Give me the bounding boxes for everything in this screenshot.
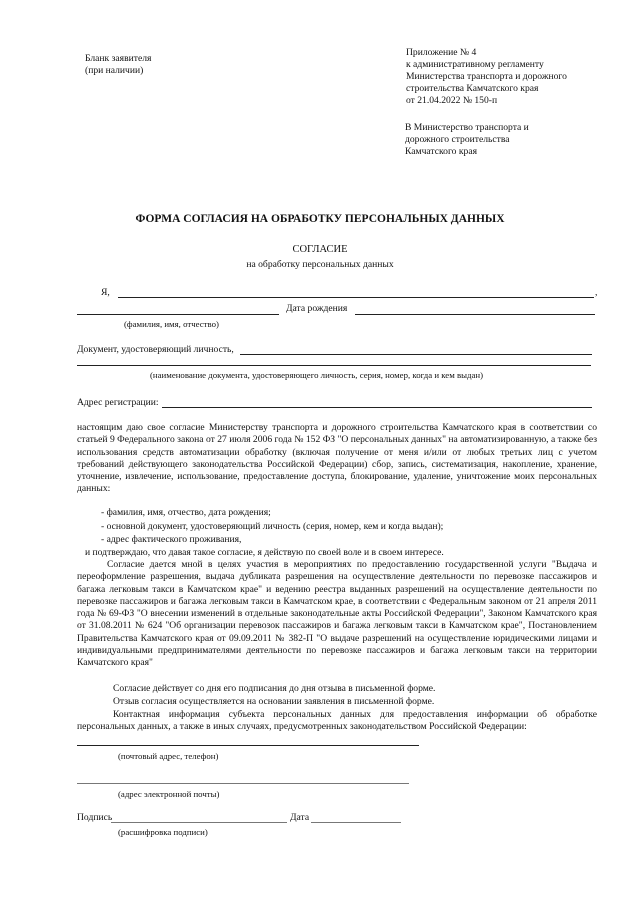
postal-hint: (почтовый адрес, телефон) [118, 751, 219, 761]
applicant-form-line: Бланк заявителя [85, 53, 152, 64]
applicant-form-block [85, 53, 151, 77]
birth-date-label: Дата рождения [286, 303, 348, 314]
address-input-line-2[interactable] [437, 407, 592, 408]
appendix-line: к административному регламенту [406, 59, 544, 70]
confirmation-paragraph: и подтверждаю, что давая такое согласие, я действую по своей воле и в своем интересе. [85, 547, 444, 558]
addressee-line: В Министерство транспорта и [405, 122, 529, 133]
document-input-line[interactable] [240, 354, 437, 355]
date-input-line[interactable] [311, 822, 401, 823]
addressee-line: Камчатского края [405, 146, 477, 157]
signature-label: Подпись [77, 812, 113, 823]
consent-title: СОГЛАСИЕ [292, 244, 348, 255]
addressee-block [405, 122, 605, 158]
appendix-line: строительства Камчатского края [406, 83, 539, 94]
document-label: Документ, удостоверяющий личность, [77, 344, 234, 355]
appendix-line: от 21.04.2022 № 150-п [406, 95, 498, 106]
applicant-form-hint: (при наличии) [85, 65, 144, 76]
purpose-paragraph: Согласие дается мной в целях участия в мероприятиях по предоставлению государственной услуги "Выдача и переоформление разрешения, выдача дубликата разрешения на осуществление деятельности по перевозке пассажиров и багажа легковым такси в Камчатском крае" и ведению реестра выданных разрешений на осуществление деятельности по перевозке пассажиров и багажа легковым такси в Камчатском крае, в соответствии с Федеральным законом от 21 апреля 2011 года № 69-ФЗ "О внесении изменений в отдельные законодательные акты Российской Федерации", Законом Камчатского края от 31.08.2011 № 624 "Об организации перевозок пассажиров и багажа легковым такси в Камчатском крае", Постановлением Правительства Камчатского края от 09.09.2011 № 382-П "О выдаче разрешений на осуществление юридическими лицами и индивидуальными предпринимателями деятельности по перевозке пассажиров и багажа легковым такси на территории Камчатского края" [77, 559, 597, 669]
list-item: - основной документ, удостоверяющий личность (серия, номер, кем и когда выдан); [101, 521, 444, 532]
document-continuation-line[interactable] [77, 365, 591, 366]
contact-paragraph: Контактная информация субъекта персональных данных для предоставления информации об обработке персональных данных, а также в иных случаях, предусмотренных законодательством Российской Федерации: [77, 709, 597, 733]
document-input-line-2[interactable] [437, 354, 592, 355]
list-item: - адрес фактического проживания, [101, 534, 242, 545]
fio-continuation-line[interactable] [77, 314, 279, 315]
email-hint: (адрес электронной почты) [118, 789, 220, 799]
document-hint: (наименование документа, удостоверяющего личность, серия, номер, когда и кем выдан) [150, 370, 484, 380]
date-label: Дата [290, 812, 310, 823]
email-input-line[interactable] [77, 783, 409, 784]
address-label: Адрес регистрации: [77, 397, 159, 408]
signature-input-line[interactable] [111, 822, 287, 823]
i-label: Я, [101, 287, 110, 298]
appendix-line: Приложение № 4 [406, 47, 477, 58]
form-title: ФОРМА СОГЛАСИЯ НА ОБРАБОТКУ ПЕРСОНАЛЬНЫХ ДАННЫХ [135, 213, 505, 225]
consent-subtitle: на обработку персональных данных [246, 259, 394, 270]
signature-hint: (расшифровка подписи) [118, 827, 208, 837]
validity-paragraph: Согласие действует со дня его подписания до дня отзыва в письменной форме. [113, 683, 436, 694]
document-page: Бланк заявителя (при наличии) Приложение № 4 к административному регламенту Министерства транспорта и дорожного строительства Камчатского края от 21.04.2022 № 150-п В Министерство транспорта и дорожного строительства Камчатского края ФОРМА СОГЛАСИЯ НА ОБРАБОТКУ ПЕРСОНАЛЬНЫХ ДАННЫХ СОГЛАСИЕ на обработку персональных данных Я, , Дата рождения (фамилия, имя, отчество) Документ, удостоверяющий личность, (наименование документа, удостоверяющего личность, серия, номер, когда и кем выдан) Адрес регистрации: настоящим даю свое согласие Министерству транспорта и дорожного строительства Камчатского края в соответствии со статьей 9 Федерального закона от 27 июля 2006 года № 152 ФЗ "О персональных данных" на автоматизированную, а также без использования средств автоматизации обработку (включая получение от меня и/или от любых третьих лиц с учетом требований действующего законодательства Российской Федерации) сбор, запись, систематизация, накопление, хранение, уточнение, извлечение, использование, предоставление доступа, блокирование, удаление, уничтожение моих персональных данных: - фамилия, имя, отчество, дата рождения; - основной документ, удостоверяющий личность (серия, номер, кем и когда выдан); - адрес фактического проживания, и подтверждаю, что давая такое согласие, я действую по своей воле и в своем интересе. Согласие дается мной в целях участия в мероприятиях по предоставлению государственной услуги "Выдача и переоформление разрешения, выдача дубликата разрешения на осуществление деятельности по перевозке пассажиров и багажа легковым такси в Камчатском крае" и ведению реестра выданных разрешений на осуществление деятельности по перевозке пассажиров и багажа легковым такси в Камчатском крае, в соответствии с Федеральным законом от 21 апреля 2011 года № 69-ФЗ "О внесении изменений в отдельные законодательные акты Российской Федерации", Законом Камчатского края от 31.08.2011 № 624 "Об организации перевозок пассажиров и багажа легковым такси в Камчатском крае", Постановлением Правительства Камчатского края от 09.09.2011 № 382-П "О выдаче разрешений на осуществление юридическими лицами и индивидуальными предпринимателями деятельности по перевозке пассажиров и багажа легковым такси на территории Камчатского края" Согласие действует со дня его подписания до дня отзыва в письменной форме. Отзыв согласия осуществляется на основании заявления в письменной форме. Контактная информация субъекта персональных данных для предоставления информации об обработке персональных данных, а также в иных случаях, предусмотренных законодательством Российской Федерации: (почтовый адрес, телефон) (адрес электронной почты) Подпись Дата (расшифровка подписи) [0, 0, 640, 905]
fio-hint: (фамилия, имя, отчество) [124, 319, 219, 329]
address-input-line[interactable] [162, 407, 437, 408]
postal-address-input-line[interactable] [77, 745, 419, 746]
birth-date-input-line[interactable] [355, 314, 595, 315]
fio-input-line[interactable] [118, 297, 594, 298]
appendix-line: Министерства транспорта и дорожного [406, 71, 567, 82]
appendix-block [406, 47, 606, 107]
list-item: - фамилия, имя, отчество, дата рождения; [101, 507, 271, 518]
revocation-paragraph: Отзыв согласия осуществляется на основании заявления в письменной форме. [113, 696, 435, 707]
consent-paragraph: настоящим даю свое согласие Министерству транспорта и дорожного строительства Камчатского края в соответствии со статьей 9 Федерального закона от 27 июля 2006 года № 152 ФЗ "О персональных данных" на автоматизированную, а также без использования средств автоматизации обработку (включая получение от меня и/или от любых третьих лиц с учетом требований действующего законодательства Российской Федерации) сбор, запись, систематизация, накопление, хранение, уточнение, извлечение, использование, предоставление доступа, блокирование, удаление, уничтожение моих персональных данных: [77, 422, 597, 495]
addressee-line: дорожного строительства [405, 134, 510, 145]
